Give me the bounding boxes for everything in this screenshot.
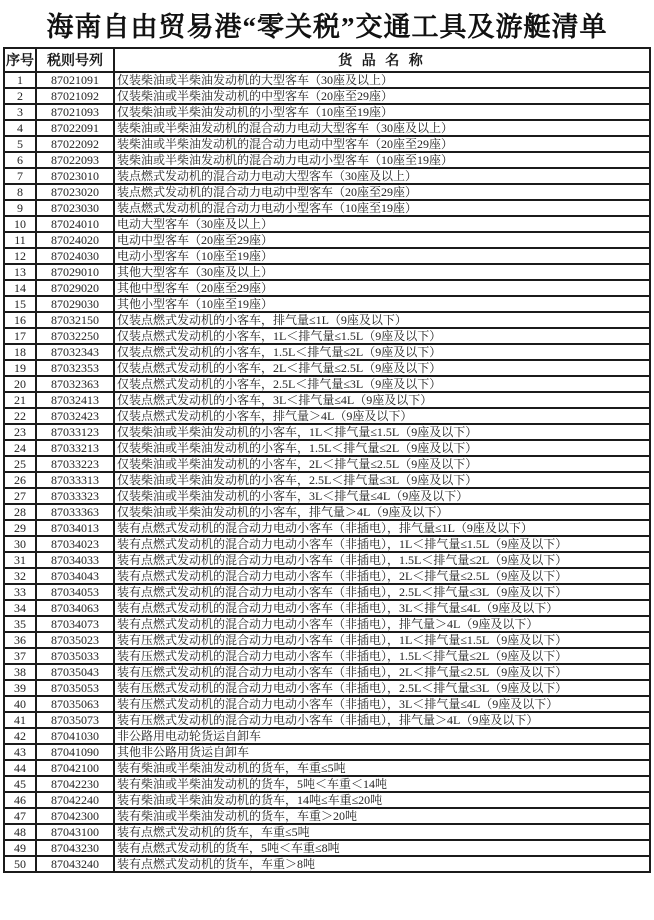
tariff-code-cell: 87035023	[36, 632, 114, 648]
table-row	[4, 792, 650, 808]
tariff-code-cell: 87032150	[36, 312, 114, 328]
serial-number-cell: 25	[4, 456, 36, 472]
serial-number-cell: 38	[4, 664, 36, 680]
table-row	[4, 88, 650, 104]
goods-name-cell: 装有点燃式发动机的混合动力电动小客车（非插电），排气量＞4L（9座及以下）	[114, 616, 650, 632]
table-row	[4, 344, 650, 360]
table-row	[4, 312, 650, 328]
table-row	[4, 168, 650, 184]
goods-name-cell: 其他大型客车（30座及以上）	[114, 264, 650, 280]
serial-number-cell: 14	[4, 280, 36, 296]
goods-name-cell: 仅装柴油或半柴油发动机的小客车，2L＜排气量≤2.5L（9座及以下）	[114, 456, 650, 472]
table-row	[4, 648, 650, 664]
goods-name-cell: 仅装柴油或半柴油发动机的小客车，排气量＞4L（9座及以下）	[114, 504, 650, 520]
goods-name-cell: 仅装点燃式发动机的小客车，1L＜排气量≤1.5L（9座及以下）	[114, 328, 650, 344]
tariff-code-cell: 87024020	[36, 232, 114, 248]
table-row	[4, 520, 650, 536]
tariff-code-cell: 87041090	[36, 744, 114, 760]
tariff-code-cell: 87032250	[36, 328, 114, 344]
goods-name-cell: 装有点燃式发动机的混合动力电动小客车（非插电），1.5L＜排气量≤2L（9座及以下）	[114, 552, 650, 568]
table-row	[4, 488, 650, 504]
goods-name-cell: 装有点燃式发动机的混合动力电动小客车（非插电），1L＜排气量≤1.5L（9座及以下）	[114, 536, 650, 552]
table-row	[4, 504, 650, 520]
goods-name-cell: 装有压燃式发动机的混合动力电动小客车（非插电），排气量＞4L（9座及以下）	[114, 712, 650, 728]
goods-name-cell: 装柴油或半柴油发动机的混合动力电动小型客车（10座至19座）	[114, 152, 650, 168]
goods-name-cell: 装有柴油或半柴油发动机的货车，车重＞20吨	[114, 808, 650, 824]
goods-name-cell: 电动中型客车（20座至29座）	[114, 232, 650, 248]
goods-name-cell: 装柴油或半柴油发动机的混合动力电动中型客车（20座至29座）	[114, 136, 650, 152]
serial-number-cell: 15	[4, 296, 36, 312]
table-row	[4, 408, 650, 424]
tariff-code-cell: 87043240	[36, 856, 114, 872]
table-row	[4, 280, 650, 296]
table-row	[4, 552, 650, 568]
goods-name-cell: 装有压燃式发动机的混合动力电动小客车（非插电），1L＜排气量≤1.5L（9座及以下）	[114, 632, 650, 648]
serial-number-cell: 35	[4, 616, 36, 632]
tariff-code-cell: 87042100	[36, 760, 114, 776]
tariff-code-cell: 87041030	[36, 728, 114, 744]
tariff-code-cell: 87042300	[36, 808, 114, 824]
goods-name-cell: 装有柴油或半柴油发动机的货车，14吨≤车重≤20吨	[114, 792, 650, 808]
serial-number-cell: 21	[4, 392, 36, 408]
goods-name-cell: 电动小型客车（10座至19座）	[114, 248, 650, 264]
tariff-code-cell: 87023010	[36, 168, 114, 184]
serial-number-cell: 9	[4, 200, 36, 216]
table-row	[4, 216, 650, 232]
serial-number-cell: 30	[4, 536, 36, 552]
serial-number-cell: 3	[4, 104, 36, 120]
goods-name-cell: 仅装点燃式发动机的小客车，2L＜排气量≤2.5L（9座及以下）	[114, 360, 650, 376]
serial-number-cell: 47	[4, 808, 36, 824]
table-row	[4, 568, 650, 584]
table-row	[4, 376, 650, 392]
serial-number-cell: 11	[4, 232, 36, 248]
tariff-code-cell: 87032353	[36, 360, 114, 376]
table-row	[4, 296, 650, 312]
serial-number-cell: 41	[4, 712, 36, 728]
serial-number-cell: 19	[4, 360, 36, 376]
tariff-code-cell: 87035043	[36, 664, 114, 680]
serial-number-cell: 12	[4, 248, 36, 264]
tariff-code-cell: 87022091	[36, 120, 114, 136]
header-goods-name: 货 品 名 称	[114, 48, 650, 72]
table-body	[4, 72, 650, 872]
serial-number-cell: 6	[4, 152, 36, 168]
tariff-code-cell: 87021092	[36, 88, 114, 104]
serial-number-cell: 31	[4, 552, 36, 568]
table-row	[4, 104, 650, 120]
serial-number-cell: 50	[4, 856, 36, 872]
tariff-code-cell: 87034023	[36, 536, 114, 552]
goods-name-cell: 装有压燃式发动机的混合动力电动小客车（非插电），2L＜排气量≤2.5L（9座及以下）	[114, 664, 650, 680]
tariff-code-cell: 87034053	[36, 584, 114, 600]
goods-name-cell: 仅装柴油或半柴油发动机的小客车，1.5L＜排气量≤2L（9座及以下）	[114, 440, 650, 456]
table-row	[4, 840, 650, 856]
header-tariff-code: 税则号列	[36, 48, 114, 72]
serial-number-cell: 5	[4, 136, 36, 152]
goods-name-cell: 仅装点燃式发动机的小客车，3L＜排气量≤4L（9座及以下）	[114, 392, 650, 408]
table-row	[4, 360, 650, 376]
tariff-code-cell: 87033363	[36, 504, 114, 520]
tariff-code-cell: 87042230	[36, 776, 114, 792]
tariff-code-cell: 87023020	[36, 184, 114, 200]
serial-number-cell: 44	[4, 760, 36, 776]
goods-name-cell: 装柴油或半柴油发动机的混合动力电动大型客车（30座及以上）	[114, 120, 650, 136]
table-row	[4, 776, 650, 792]
serial-number-cell: 23	[4, 424, 36, 440]
tariff-code-cell: 87033313	[36, 472, 114, 488]
table-row	[4, 536, 650, 552]
table-row	[4, 248, 650, 264]
goods-name-cell: 装有点燃式发动机的货车，5吨＜车重≤8吨	[114, 840, 650, 856]
tariff-code-cell: 87034033	[36, 552, 114, 568]
tariff-code-cell: 87034063	[36, 600, 114, 616]
serial-number-cell: 48	[4, 824, 36, 840]
tariff-code-cell: 87029010	[36, 264, 114, 280]
table-row	[4, 584, 650, 600]
goods-name-cell: 装有点燃式发动机的混合动力电动小客车（非插电），2L＜排气量≤2.5L（9座及以下）	[114, 568, 650, 584]
table-row	[4, 152, 650, 168]
goods-name-cell: 装点燃式发动机的混合动力电动中型客车（20座至29座）	[114, 184, 650, 200]
goods-name-cell: 非公路用电动轮货运自卸车	[114, 728, 650, 744]
serial-number-cell: 40	[4, 696, 36, 712]
table-row	[4, 600, 650, 616]
serial-number-cell: 2	[4, 88, 36, 104]
goods-name-cell: 仅装柴油或半柴油发动机的小客车，2.5L＜排气量≤3L（9座及以下）	[114, 472, 650, 488]
goods-name-cell: 装有点燃式发动机的混合动力电动小客车（非插电），2.5L＜排气量≤3L（9座及以下）	[114, 584, 650, 600]
table-row	[4, 728, 650, 744]
tariff-code-cell: 87035053	[36, 680, 114, 696]
tariff-code-cell: 87032343	[36, 344, 114, 360]
table-row	[4, 712, 650, 728]
serial-number-cell: 49	[4, 840, 36, 856]
goods-name-cell: 仅装柴油或半柴油发动机的小型客车（10座至19座）	[114, 104, 650, 120]
serial-number-cell: 18	[4, 344, 36, 360]
serial-number-cell: 10	[4, 216, 36, 232]
table-row	[4, 136, 650, 152]
table-row	[4, 696, 650, 712]
serial-number-cell: 39	[4, 680, 36, 696]
tariff-code-cell: 87021093	[36, 104, 114, 120]
tariff-code-cell: 87033213	[36, 440, 114, 456]
serial-number-cell: 16	[4, 312, 36, 328]
goods-name-cell: 仅装点燃式发动机的小客车，排气量＞4L（9座及以下）	[114, 408, 650, 424]
serial-number-cell: 46	[4, 792, 36, 808]
serial-number-cell: 45	[4, 776, 36, 792]
tariff-code-cell: 87035063	[36, 696, 114, 712]
tariff-code-cell: 87029030	[36, 296, 114, 312]
serial-number-cell: 22	[4, 408, 36, 424]
goods-name-cell: 其他中型客车（20座至29座）	[114, 280, 650, 296]
table-row	[4, 328, 650, 344]
serial-number-cell: 28	[4, 504, 36, 520]
serial-number-cell: 29	[4, 520, 36, 536]
table-row	[4, 424, 650, 440]
table-row	[4, 184, 650, 200]
serial-number-cell: 36	[4, 632, 36, 648]
serial-number-cell: 37	[4, 648, 36, 664]
serial-number-cell: 32	[4, 568, 36, 584]
tariff-code-cell: 87029020	[36, 280, 114, 296]
serial-number-cell: 24	[4, 440, 36, 456]
goods-name-cell: 装有压燃式发动机的混合动力电动小客车（非插电），1.5L＜排气量≤2L（9座及以下）	[114, 648, 650, 664]
table-row	[4, 856, 650, 872]
page-title: 海南自由贸易港“零关税”交通工具及游艇清单	[46, 12, 608, 42]
table-row	[4, 760, 650, 776]
serial-number-cell: 27	[4, 488, 36, 504]
table-row	[4, 680, 650, 696]
tariff-code-cell: 87034013	[36, 520, 114, 536]
table-row	[4, 744, 650, 760]
tariff-table	[3, 47, 651, 873]
table-row	[4, 120, 650, 136]
serial-number-cell: 1	[4, 72, 36, 88]
serial-number-cell: 43	[4, 744, 36, 760]
table-row	[4, 472, 650, 488]
tariff-code-cell: 87042240	[36, 792, 114, 808]
table-row	[4, 456, 650, 472]
header-serial-number: 序号	[4, 48, 36, 72]
serial-number-cell: 26	[4, 472, 36, 488]
tariff-code-cell: 87033223	[36, 456, 114, 472]
tariff-code-cell: 87035033	[36, 648, 114, 664]
goods-name-cell: 装有柴油或半柴油发动机的货车，车重≤5吨	[114, 760, 650, 776]
serial-number-cell: 34	[4, 600, 36, 616]
goods-name-cell: 其他非公路用货运自卸车	[114, 744, 650, 760]
table-row	[4, 392, 650, 408]
table-row	[4, 632, 650, 648]
goods-name-cell: 装有柴油或半柴油发动机的货车，5吨＜车重＜14吨	[114, 776, 650, 792]
serial-number-cell: 42	[4, 728, 36, 744]
table-row	[4, 232, 650, 248]
tariff-code-cell: 87022092	[36, 136, 114, 152]
serial-number-cell: 20	[4, 376, 36, 392]
goods-name-cell: 装有压燃式发动机的混合动力电动小客车（非插电），3L＜排气量≤4L（9座及以下）	[114, 696, 650, 712]
table-row	[4, 808, 650, 824]
table-row	[4, 824, 650, 840]
serial-number-cell: 7	[4, 168, 36, 184]
serial-number-cell: 17	[4, 328, 36, 344]
serial-number-cell: 13	[4, 264, 36, 280]
goods-name-cell: 装点燃式发动机的混合动力电动小型客车（10座至19座）	[114, 200, 650, 216]
goods-name-cell: 仅装点燃式发动机的小客车，2.5L＜排气量≤3L（9座及以下）	[114, 376, 650, 392]
tariff-code-cell: 87033123	[36, 424, 114, 440]
goods-name-cell: 装有点燃式发动机的货车，车重≤5吨	[114, 824, 650, 840]
goods-name-cell: 仅装柴油或半柴油发动机的大型客车（30座及以上）	[114, 72, 650, 88]
goods-name-cell: 仅装点燃式发动机的小客车，排气量≤1L（9座及以下）	[114, 312, 650, 328]
serial-number-cell: 4	[4, 120, 36, 136]
tariff-code-cell: 87032423	[36, 408, 114, 424]
tariff-code-cell: 87033323	[36, 488, 114, 504]
goods-name-cell: 电动大型客车（30座及以上）	[114, 216, 650, 232]
tariff-code-cell: 87032413	[36, 392, 114, 408]
table-row	[4, 72, 650, 88]
goods-name-cell: 装有点燃式发动机的混合动力电动小客车（非插电），3L＜排气量≤4L（9座及以下）	[114, 600, 650, 616]
tariff-code-cell: 87024030	[36, 248, 114, 264]
tariff-code-cell: 87043230	[36, 840, 114, 856]
serial-number-cell: 8	[4, 184, 36, 200]
goods-name-cell: 装点燃式发动机的混合动力电动大型客车（30座及以上）	[114, 168, 650, 184]
goods-name-cell: 装有压燃式发动机的混合动力电动小客车（非插电），2.5L＜排气量≤3L（9座及以下）	[114, 680, 650, 696]
tariff-code-cell: 87022093	[36, 152, 114, 168]
table-row	[4, 264, 650, 280]
tariff-code-cell: 87035073	[36, 712, 114, 728]
tariff-code-cell: 87034043	[36, 568, 114, 584]
goods-name-cell: 仅装柴油或半柴油发动机的小客车，1L＜排气量≤1.5L（9座及以下）	[114, 424, 650, 440]
table-row	[4, 664, 650, 680]
tariff-code-cell: 87021091	[36, 72, 114, 88]
table-row	[4, 616, 650, 632]
goods-name-cell: 仅装柴油或半柴油发动机的小客车，3L＜排气量≤4L（9座及以下）	[114, 488, 650, 504]
tariff-code-cell: 87043100	[36, 824, 114, 840]
tariff-code-cell: 87023030	[36, 200, 114, 216]
table-row	[4, 200, 650, 216]
goods-name-cell: 装有点燃式发动机的货车，车重＞8吨	[114, 856, 650, 872]
goods-name-cell: 装有点燃式发动机的混合动力电动小客车（非插电），排气量≤1L（9座及以下）	[114, 520, 650, 536]
tariff-code-cell: 87032363	[36, 376, 114, 392]
table-header-row	[4, 48, 650, 72]
goods-name-cell: 仅装柴油或半柴油发动机的中型客车（20座至29座）	[114, 88, 650, 104]
goods-name-cell: 其他小型客车（10座至19座）	[114, 296, 650, 312]
serial-number-cell: 33	[4, 584, 36, 600]
tariff-code-cell: 87024010	[36, 216, 114, 232]
tariff-code-cell: 87034073	[36, 616, 114, 632]
table-row	[4, 440, 650, 456]
goods-name-cell: 仅装点燃式发动机的小客车，1.5L＜排气量≤2L（9座及以下）	[114, 344, 650, 360]
